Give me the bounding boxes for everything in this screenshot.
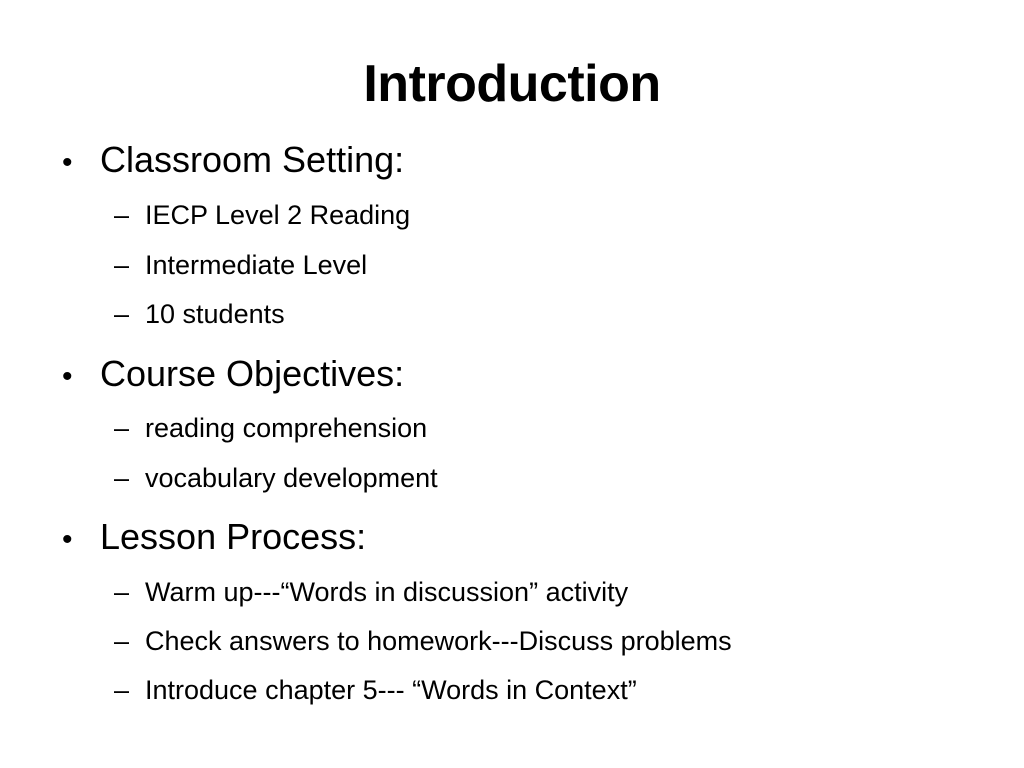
sub-bullet bbox=[114, 574, 628, 610]
sub-bullet bbox=[114, 672, 637, 708]
sub-bullet-text: 10 students bbox=[145, 299, 285, 329]
sub-bullet-marker: – bbox=[114, 413, 130, 443]
sub-bullet-text: vocabulary development bbox=[145, 463, 438, 493]
bullet-text: Classroom Setting: bbox=[100, 139, 405, 180]
sub-bullet-text: Intermediate Level bbox=[145, 250, 368, 280]
bullet-text: Lesson Process: bbox=[100, 516, 367, 557]
bullet-lesson-process bbox=[62, 513, 366, 561]
bullet-marker: • bbox=[62, 146, 73, 179]
sub-bullet-marker: – bbox=[114, 250, 130, 280]
bullet-text: Course Objectives: bbox=[100, 353, 405, 394]
bullet-marker: • bbox=[62, 360, 73, 393]
sub-bullet-marker: – bbox=[114, 299, 130, 329]
sub-bullet-marker: – bbox=[114, 200, 130, 230]
sub-bullet bbox=[114, 460, 438, 496]
sub-bullet-text: Introduce chapter 5--- “Words in Context” bbox=[145, 675, 637, 705]
sub-bullet-marker: – bbox=[114, 675, 130, 705]
slide-title: Introduction bbox=[363, 55, 661, 113]
sub-bullet-text: Warm up---“Words in discussion” activity bbox=[145, 577, 629, 607]
sub-bullet-text: IECP Level 2 Reading bbox=[145, 200, 411, 230]
sub-bullet-marker: – bbox=[114, 626, 130, 656]
sub-bullet bbox=[114, 296, 285, 332]
sub-bullet-marker: – bbox=[114, 463, 130, 493]
sub-bullet bbox=[114, 247, 367, 283]
bullet-marker: • bbox=[62, 523, 73, 556]
bullet-classroom-setting bbox=[62, 136, 404, 184]
bullet-course-objectives bbox=[62, 350, 404, 398]
sub-bullet-text: reading comprehension bbox=[145, 413, 428, 443]
sub-bullet bbox=[114, 623, 732, 659]
sub-bullet-text: Check answers to homework---Discuss problems bbox=[145, 626, 732, 656]
sub-bullet bbox=[114, 197, 410, 233]
sub-bullet bbox=[114, 410, 427, 446]
sub-bullet-marker: – bbox=[114, 577, 130, 607]
